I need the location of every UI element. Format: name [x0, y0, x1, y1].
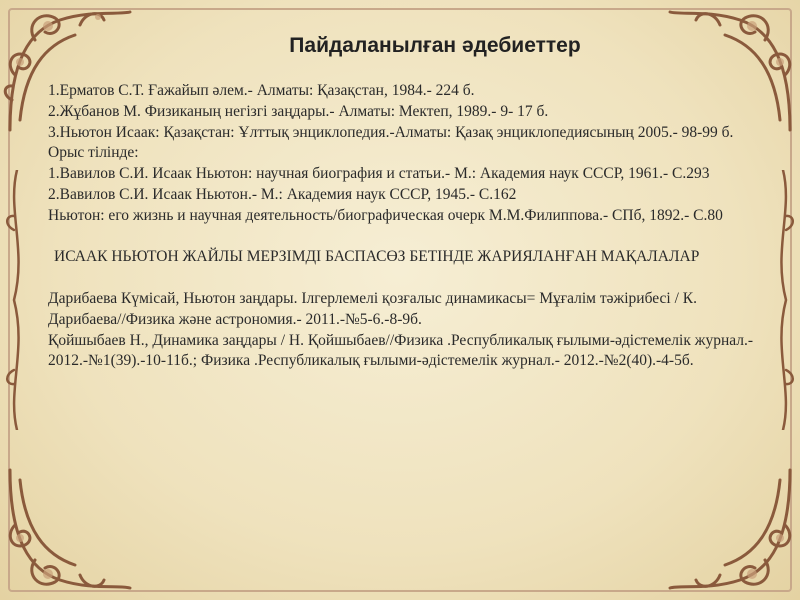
reference-item: 1.Вавилов С.И. Исаак Ньютон: научная биография и статьи.- М.: Академия наук СССР, 1961.- С.293 — [48, 165, 710, 183]
side-ornament-right — [768, 170, 798, 430]
side-ornament-left — [2, 170, 32, 430]
spacer — [48, 227, 763, 248]
corner-ornament-bottom-left — [0, 460, 140, 600]
section-label: Орыс тілінде: — [48, 144, 139, 162]
reference-item: Ньютон: его жизнь и научная деятельность/биографическая очерк М.М.Филиппова.- СПб, 1892.- С.80 — [48, 206, 723, 224]
corner-ornament-bottom-right — [660, 460, 800, 600]
reference-item: 2.Вавилов С.И. Исаак Ньютон.- М.: Академия наук СССР, 1945.- С.162 — [48, 185, 517, 203]
references-text — [48, 81, 763, 372]
spacer — [48, 268, 763, 289]
reference-item: 3.Ньютон Исаак: Қазақстан: Ұлттық энциклопедия.-Алматы: Қазақ энциклопедиясының 2005.- 98-99 б. — [48, 123, 734, 141]
reference-item: Дарибаева Күмісай, Ньютон заңдары. Ілгерлемелі қозғалыс динамикасы= Мұғалім тәжірибесі / К. Дарибаева//Физика және астрономия.- 2011.-№5-6.-8-9б. — [48, 289, 697, 328]
slide-title: Пайдаланылған әдебиеттер — [289, 34, 581, 57]
reference-item: Қойшыбаев Н., Динамика заңдары / Н. Қойшыбаев//Физика .Республикалық ғылыми-әдістемелік журнал.- 2012.-№1(39).-10-11б.; Физика .Республикалық ғылыми-әдістемелік журнал.- 2012.-№2(40).-4-5б. — [48, 331, 754, 370]
section-heading: ИСААК НЬЮТОН ЖАЙЛЫ МЕРЗІМДІ БАСПАСӨЗ БЕТІНДЕ ЖАРИЯЛАНҒАН МАҚАЛАЛАР — [54, 248, 700, 266]
reference-item: 1.Ерматов С.Т. Ғажайып әлем.- Алматы: Қазақстан, 1984.- 224 б. — [48, 82, 475, 99]
reference-item: 2.Жұбанов М. Физиканың негізгі заңдары.- Алматы: Мектеп, 1989.- 9- 17 б. — [48, 102, 549, 120]
